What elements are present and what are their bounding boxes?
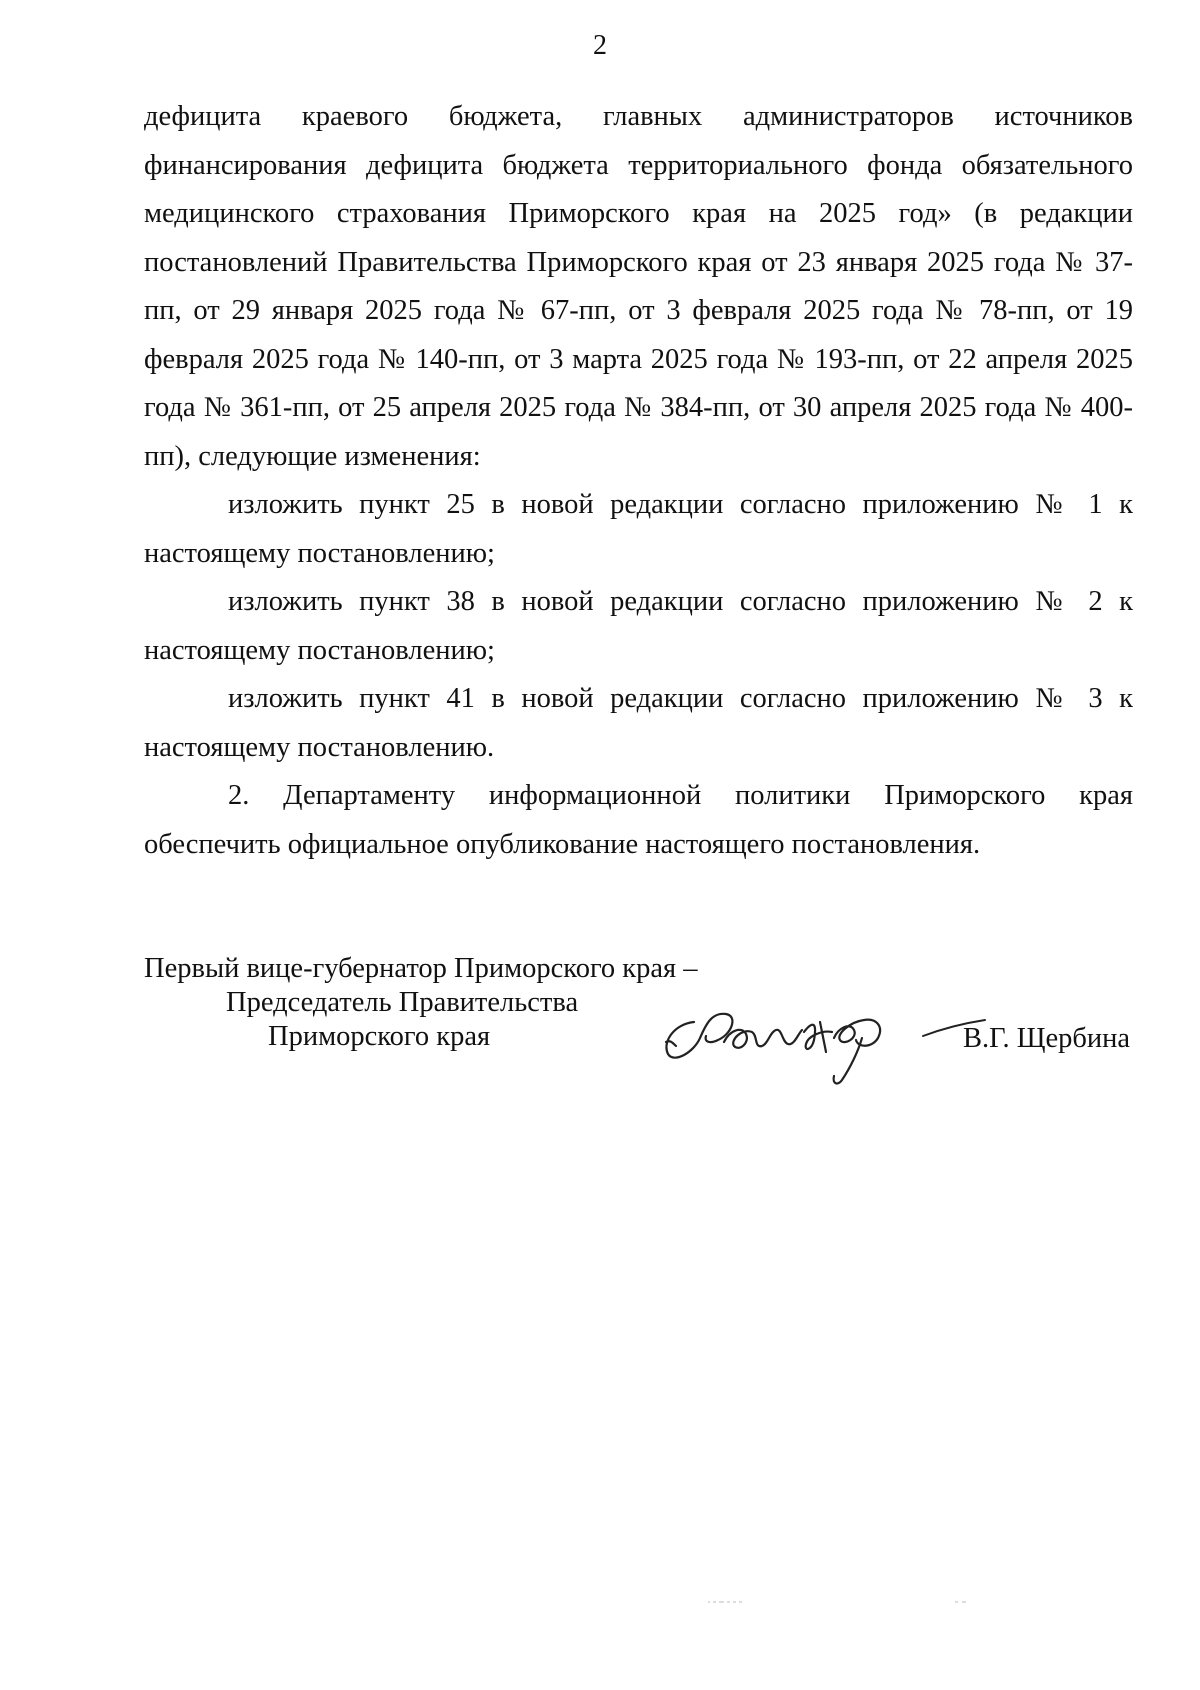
signatory-position-line-2: Председатель Правительства — [226, 987, 579, 1018]
signatory-position-line-3: Приморского края — [268, 1021, 491, 1052]
handwritten-signature — [654, 982, 914, 1092]
paragraph-item-38: изложить пункт 38 в новой редакции согласно приложению № 2 к настоящему постановлению; — [144, 586, 1133, 666]
paragraph-item-25: изложить пункт 25 в новой редакции согласно приложению № 1 к настоящему постановлению; — [144, 489, 1133, 569]
document-body — [144, 93, 1133, 869]
signatory-position-line-1: Первый вице-губернатор Приморского края – — [144, 953, 698, 984]
paragraph-publication: 2. Департаменту информационной политики Приморского края обеспечить официальное опубликование настоящего постановления. — [144, 780, 1133, 860]
paragraph-continuation: дефицита краевого бюджета, главных администраторов источников финансирования дефицита бюджета территориального фонда обязательного медицинского страхования Приморского края на 2025 год» (в редакции постановлений Правительства Приморского края от 23 января 2025 года № 37- пп, от 29 января 2025 года № 67-пп, от 3 февраля 2025 года № 78-пп, от 19 февраля 2025 года № 140-пп, от 3 марта 2025 года № 193-пп, от 22 апреля 2025 года № 361-пп, от 25 апреля 2025 года № 384-пп, от 30 апреля 2025 года № 400-пп), следующие изменения: — [144, 101, 1133, 472]
signature-block — [144, 952, 1134, 1092]
signatory-name: В.Г. Щербина — [963, 1023, 1130, 1054]
scan-artifacts — [700, 1597, 1000, 1607]
paragraph-item-41: изложить пункт 41 в новой редакции согласно приложению № 3 к настоящему постановлению. — [144, 683, 1133, 763]
page-number: 2 — [593, 30, 607, 61]
